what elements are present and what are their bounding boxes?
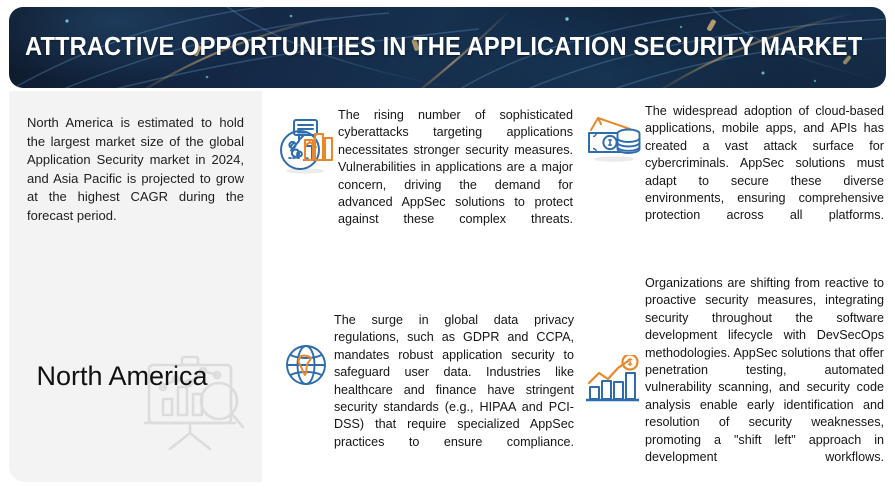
middle-panel — [262, 91, 575, 482]
analytics-report-magnifier-icon — [280, 118, 334, 179]
content-area — [9, 91, 886, 482]
right-cell-1-paragraph: The widespread adoption of cloud-based applications, mobile apps, and APIs has created a vast attack surface for cybercriminals. AppSec solutions must adapt to secure these diverse environments, ensuring comprehensive protection across all platforms. — [645, 104, 884, 223]
header-banner — [9, 7, 886, 88]
right-panel — [575, 91, 886, 482]
middle-cell-1 — [262, 91, 575, 291]
money-coins-icon — [586, 112, 642, 169]
page-title: ATTRACTIVE OPPORTUNITIES IN THE APPLICATION SECURITY MARKET — [25, 33, 863, 61]
middle-cell-2-paragraph: The surge in global data privacy regulations, such as GDPR and CCPA, mandates robust application security to safeguard user data. Industries like healthcare and finance have stringent security standards (e.g., HIPAA and PCI-DSS) that require specialized AppSec practices to ensure compliance. — [334, 313, 574, 449]
left-panel — [9, 91, 262, 482]
region-label: North America — [36, 361, 208, 391]
growth-bar-chart-dollar-icon — [584, 355, 642, 412]
middle-cell-2 — [262, 291, 575, 482]
middle-cell-1-paragraph: The rising number of sophisticated cyberattacks targeting applications necessitates stronger security measures. Vulnerabilities in applications are a major concern, driving the demand for advanced AppSec solutions to protect against these complex threats. — [338, 108, 573, 227]
right-cell-2 — [575, 275, 886, 482]
right-cell-2-paragraph: Organizations are shifting from reactive to proactive security measures, integrating security throughout the software development lifecycle with DevSecOps methodologies. AppSec solutions that offer penetration testing, automated vulnerability scanning, and security code analysis enable early identification and resolution of security weaknesses, promoting a "shift left" approach in development workflows. — [645, 276, 884, 465]
globe-icon — [284, 343, 328, 392]
left-panel-paragraph: North America is estimated to hold the largest market size of the global Application Security market in 2024, and Asia Pacific is projected to grow at the highest CAGR during the forecast period. — [27, 115, 244, 223]
right-cell-1 — [575, 91, 886, 275]
region-highlight — [9, 339, 262, 469]
